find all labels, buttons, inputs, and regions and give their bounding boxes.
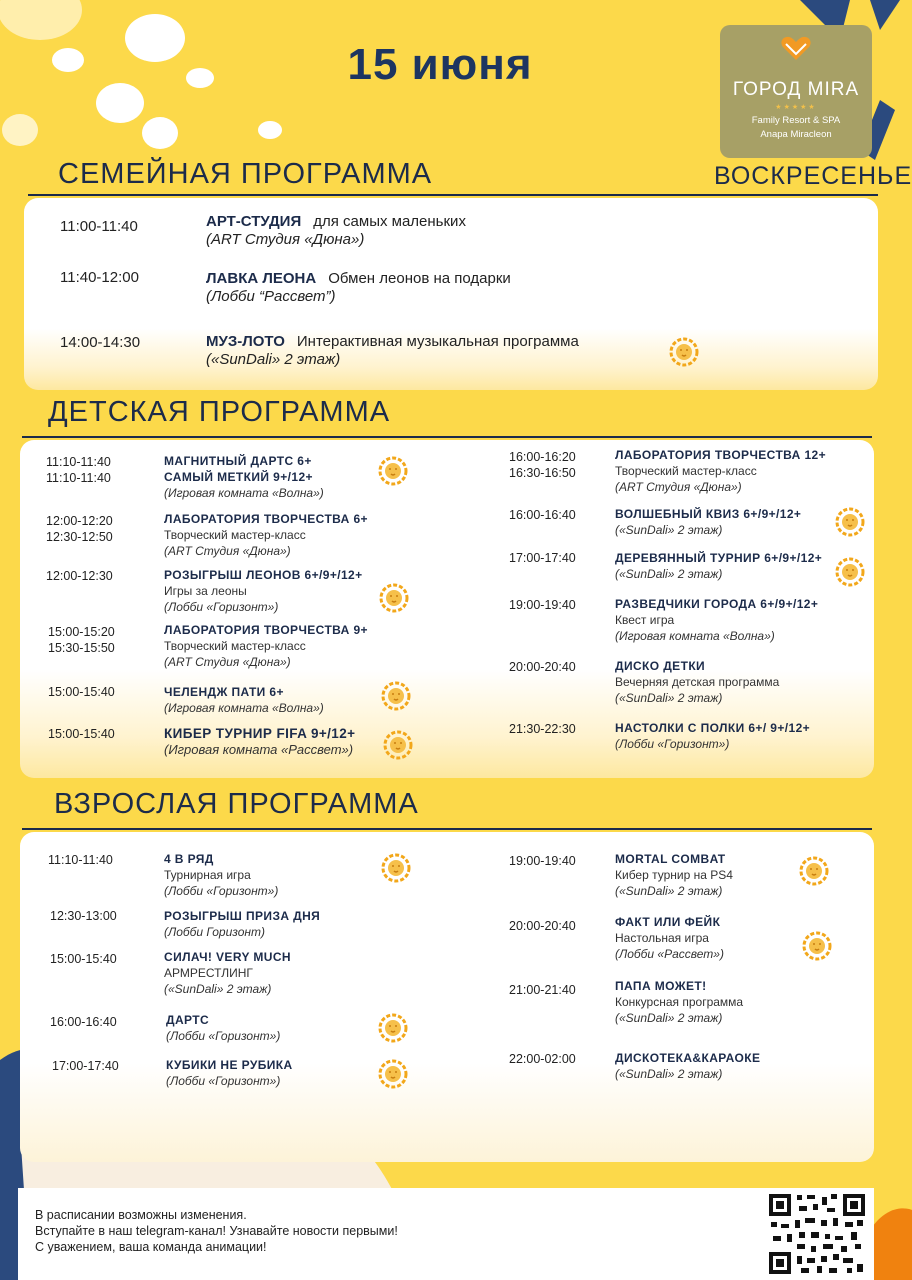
event-title: САМЫЙ МЕТКИЙ 9+/12+ [164,470,313,484]
event-title: ДИСКО ДЕТКИ [615,659,706,673]
lion-icon [378,1059,408,1089]
event-location: (ART Студия «Дюна») [164,655,291,669]
logo-location: Anapa Miracleon [760,129,832,140]
event-title: РОЗЫГРЫШ ЛЕОНОВ 6+/9+/12+ [164,568,363,582]
event-time: 15:30-15:50 [48,641,115,655]
page-title: 15 июня [347,40,533,89]
lion-icon [835,507,865,537]
event-title: ЛАБОРАТОРИЯ ТВОРЧЕСТВА 12+ [615,448,827,462]
event-title: ЛАВКА ЛЕОНА [206,270,317,287]
event-description: Игры за леоны [164,584,247,598]
event-title: ФАКТ ИЛИ ФЕЙК [615,915,721,929]
event-time: 11:40-12:00 [60,269,139,286]
event-time: 11:10-11:40 [46,471,111,485]
event-location: (ART Студия «Дюна») [206,231,365,248]
event-time: 11:10-11:40 [48,853,113,867]
event-location: («SunDali» 2 этаж) [615,1011,723,1025]
event-description: Творческий мастер-класс [615,464,757,478]
lion-icon [383,730,413,760]
event-time: 20:00-20:40 [509,919,576,933]
event-location: («SunDali» 2 этаж) [164,982,272,996]
event-description: Квест игра [615,613,675,627]
lion-icon [799,856,829,886]
event-location: (Лобби «Рассвет») [615,947,724,961]
event-location: (Лобби “Рассвет”) [206,288,336,305]
event-time: 15:00-15:20 [48,625,115,639]
event-title: НАСТОЛКИ С ПОЛКИ 6+/ 9+/12+ [615,721,811,735]
event-time: 21:00-21:40 [509,983,576,997]
footer-line: С уважением, ваша команда анимации! [35,1240,267,1254]
event-time: 15:00-15:40 [48,727,115,741]
family-event [206,270,511,306]
event-title: 4 В РЯД [164,852,214,866]
event-location: (Лобби «Горизонт») [166,1074,281,1088]
event-location: (Игровая комната «Волна») [164,486,324,500]
event-title: ЛАБОРАТОРИЯ ТВОРЧЕСТВА 9+ [164,623,368,637]
event-title: РАЗВЕДЧИКИ ГОРОДА 6+/9+/12+ [615,597,819,611]
event-time: 12:00-12:30 [46,569,113,583]
footer-line: В расписании возможны изменения. [35,1208,247,1222]
event-title: МУЗ-ЛОТО [206,333,285,350]
weekday-label: ВОСКРЕСЕНЬЕ [714,162,912,190]
event-time: 11:00-11:40 [60,218,138,235]
event-time: 20:00-20:40 [509,660,576,674]
event-title: КУБИКИ НЕ РУБИКА [166,1058,293,1072]
lion-icon [379,583,409,613]
event-location: (Лобби «Горизонт») [164,884,279,898]
event-time: 19:00-19:40 [509,598,576,612]
event-title: МАГНИТНЫЙ ДАРТС 6+ [164,454,312,468]
event-title: ЛАБОРАТОРИЯ ТВОРЧЕСТВА 6+ [164,512,368,526]
logo-subtitle: Family Resort & SPA [751,115,841,126]
event-time: 22:00-02:00 [509,1052,576,1066]
adults-section-title: ВЗРОСЛАЯ ПРОГРАММА [54,788,419,820]
event-time: 16:00-16:20 [509,450,576,464]
event-description: для самых маленьких [313,213,466,230]
event-description: Интерактивная музыкальная программа [296,333,579,350]
lion-icon [378,1013,408,1043]
family-section-title: СЕМЕЙНАЯ ПРОГРАММА [58,158,433,190]
event-time: 12:00-12:20 [46,514,113,528]
event-time: 11:10-11:40 [46,455,111,469]
event-title: ДИСКОТЕКА&КАРАОКЕ [615,1051,761,1065]
event-time: 12:30-12:50 [46,530,113,544]
event-location: (Игровая комната «Волна») [164,701,324,715]
event-location: («SunDali» 2 этаж) [615,567,723,581]
kids-section-title: ДЕТСКАЯ ПРОГРАММА [48,396,391,428]
event-title: РОЗЫГРЫШ ПРИЗА ДНЯ [164,909,321,923]
event-title: ДАРТС [166,1013,210,1027]
event-location: (Лобби «Горизонт») [164,600,279,614]
lion-icon [835,557,865,587]
event-title: КИБЕР ТУРНИР FIFA 9+/12+ [164,726,356,741]
event-description: Настольная игра [615,931,709,945]
event-location: (Лобби «Горизонт») [166,1029,281,1043]
event-time: 16:30-16:50 [509,466,576,480]
footer [18,1188,874,1280]
event-location: («SunDali» 2 этаж) [615,884,723,898]
event-time: 12:30-13:00 [50,909,117,923]
event-time: 14:00-14:30 [60,334,141,351]
footer-text [35,1207,398,1255]
kids-divider [22,436,872,438]
event-location: (Игровая комната «Рассвет») [164,742,354,757]
heart-logo-icon [780,35,812,61]
event-time: 21:30-22:30 [509,722,576,736]
event-title: ПАПА МОЖЕТ! [615,979,707,993]
adults-divider [22,828,872,830]
resort-logo [720,25,872,158]
logo-stars: ★★★★★ [775,104,817,111]
family-event [206,213,466,249]
event-title: СИЛАЧ! VERY MUCH [164,950,291,964]
event-location: («SunDali» 2 этаж) [615,523,723,537]
event-location: (ART Студия «Дюна») [615,480,742,494]
lion-icon [381,681,411,711]
adults-panel [20,832,874,1162]
family-event [206,333,579,369]
event-location: («SunDali» 2 этаж) [615,1067,723,1081]
family-divider [28,194,878,196]
event-title: АРТ-СТУДИЯ [206,213,302,230]
event-description: Конкурсная программа [615,995,744,1009]
event-title: ВОЛШЕБНЫЙ КВИЗ 6+/9+/12+ [615,507,802,521]
event-description: Творческий мастер-класс [164,528,306,542]
lion-icon [378,456,408,486]
event-description: Вечерняя детская программа [615,675,780,689]
lion-icon [381,853,411,883]
event-location: (ART Студия «Дюна») [164,544,291,558]
event-title: ДЕРЕВЯННЫЙ ТУРНИР 6+/9+/12+ [615,551,823,565]
event-time: 15:00-15:40 [50,952,117,966]
event-time: 15:00-15:40 [48,685,115,699]
event-title: ЧЕЛЕНДЖ ПАТИ 6+ [164,685,284,699]
event-time: 16:00-16:40 [50,1015,117,1029]
event-description: Турнирная игра [164,868,251,882]
event-time: 17:00-17:40 [52,1059,119,1073]
lion-icon [802,931,832,961]
event-time: 16:00-16:40 [509,508,576,522]
event-description: Творческий мастер-класс [164,639,306,653]
event-description: АРМРЕСТЛИНГ [164,966,253,980]
footer-line: Вступайте в наш telegram-канал! Узнавайте новости первыми! [35,1224,398,1238]
logo-name: ГОРОД MIRA [732,79,860,100]
event-location: (Лобби «Горизонт») [615,737,730,751]
qr-code-icon[interactable] [767,1192,867,1276]
event-location: (Лобби Горизонт) [164,925,265,939]
event-location: («SunDali» 2 этаж) [206,351,341,368]
event-location: (Игровая комната «Волна») [615,629,775,643]
event-location: («SunDali» 2 этаж) [615,691,723,705]
event-time: 19:00-19:40 [509,854,576,868]
event-description: Кибер турнир на PS4 [615,868,733,882]
lion-icon [669,337,699,367]
event-description: Обмен леонов на подарки [328,270,511,287]
event-title: MORTAL COMBAT [615,852,726,866]
event-time: 17:00-17:40 [509,551,576,565]
